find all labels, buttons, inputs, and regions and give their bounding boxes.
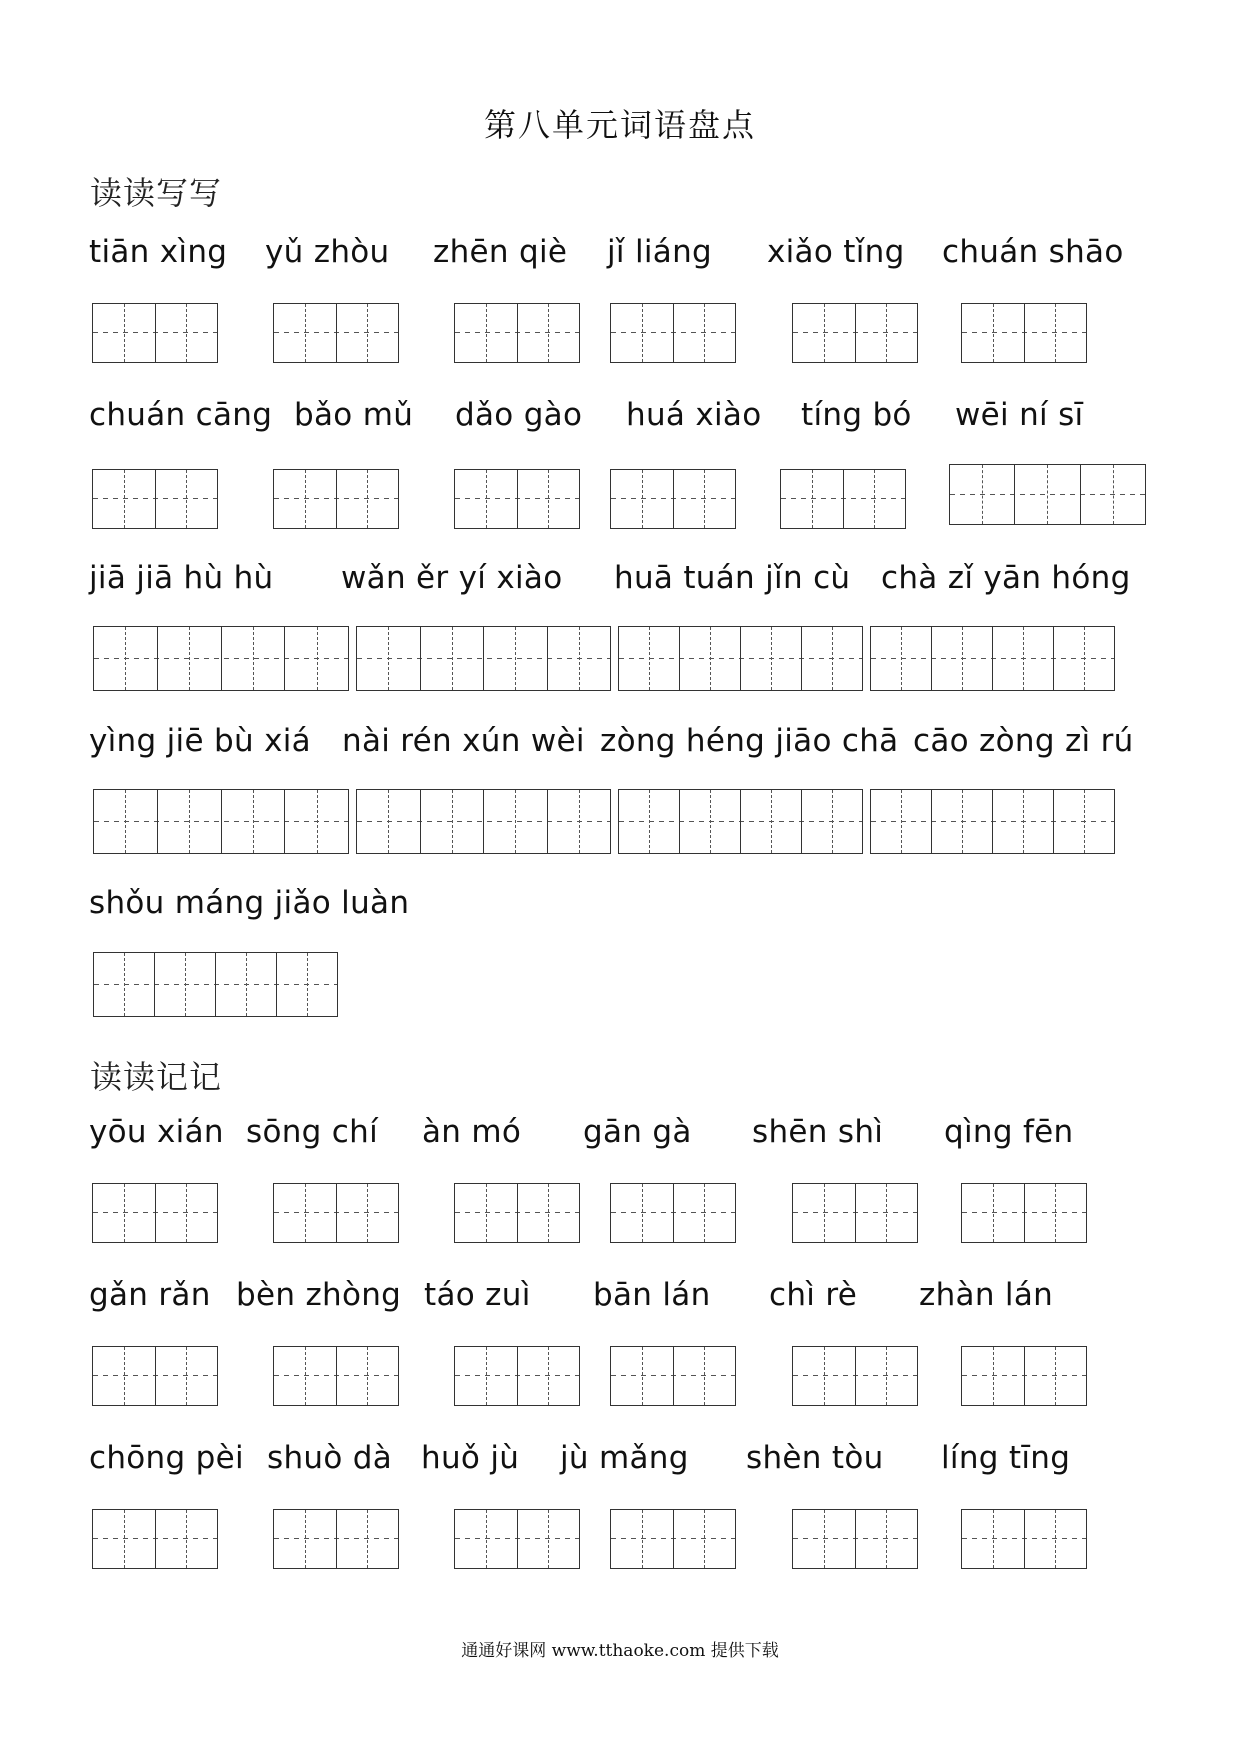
- pinyin-label: shēn shì: [752, 1114, 884, 1150]
- writing-cell[interactable]: [793, 1184, 855, 1242]
- writing-cell[interactable]: [336, 1510, 399, 1568]
- writing-cell[interactable]: [547, 790, 611, 853]
- writing-cell[interactable]: [357, 627, 420, 690]
- writing-cell[interactable]: [801, 627, 862, 690]
- writing-cell[interactable]: [962, 1347, 1024, 1405]
- writing-grid[interactable]: [792, 303, 918, 363]
- writing-cell[interactable]: [94, 790, 157, 853]
- pinyin-label: bèn zhòng: [236, 1277, 402, 1313]
- writing-cell[interactable]: [611, 1347, 673, 1405]
- writing-cell[interactable]: [336, 1184, 399, 1242]
- writing-cell[interactable]: [274, 470, 336, 528]
- writing-grid[interactable]: [610, 1509, 736, 1569]
- pinyin-label: yìng jiē bù xiá: [89, 723, 311, 759]
- writing-cell[interactable]: [157, 790, 221, 853]
- writing-cell[interactable]: [336, 470, 399, 528]
- writing-cell[interactable]: [793, 1510, 855, 1568]
- writing-grid[interactable]: [961, 1509, 1087, 1569]
- writing-grid[interactable]: [610, 1183, 736, 1243]
- writing-cell[interactable]: [455, 304, 517, 362]
- writing-cell[interactable]: [673, 1184, 736, 1242]
- writing-cell[interactable]: [950, 465, 1014, 524]
- writing-grid[interactable]: [92, 303, 218, 363]
- pinyin-label: huā tuán jǐn cù: [614, 560, 851, 596]
- writing-cell[interactable]: [931, 627, 992, 690]
- pinyin-label: sōng chí: [246, 1114, 379, 1150]
- writing-grid[interactable]: [618, 789, 863, 854]
- writing-cell[interactable]: [855, 304, 918, 362]
- writing-grid[interactable]: [792, 1346, 918, 1406]
- writing-grid[interactable]: [93, 789, 349, 854]
- writing-grid[interactable]: [454, 1183, 580, 1243]
- writing-cell[interactable]: [611, 1510, 673, 1568]
- pinyin-label: zòng héng jiāo chā: [600, 723, 899, 759]
- writing-grid[interactable]: [454, 1346, 580, 1406]
- section-title-read-write: 读读写写: [90, 174, 223, 212]
- writing-cell[interactable]: [871, 790, 931, 853]
- writing-cell[interactable]: [517, 1510, 580, 1568]
- writing-cell[interactable]: [781, 470, 843, 528]
- pinyin-label: shǒu máng jiǎo luàn: [89, 885, 410, 921]
- pinyin-label: huá xiào: [626, 397, 762, 433]
- writing-grid[interactable]: [870, 789, 1115, 854]
- writing-cell[interactable]: [1024, 1184, 1087, 1242]
- writing-cell[interactable]: [611, 304, 673, 362]
- writing-grid[interactable]: [273, 303, 399, 363]
- writing-cell[interactable]: [155, 304, 218, 362]
- writing-cell[interactable]: [1024, 1510, 1087, 1568]
- writing-cell[interactable]: [1053, 790, 1114, 853]
- writing-grid[interactable]: [961, 1346, 1087, 1406]
- writing-cell[interactable]: [455, 470, 517, 528]
- writing-cell[interactable]: [679, 627, 740, 690]
- pinyin-label: huǒ jù: [421, 1440, 520, 1476]
- writing-cell[interactable]: [274, 1184, 336, 1242]
- writing-cell[interactable]: [155, 1184, 218, 1242]
- writing-cell[interactable]: [793, 1347, 855, 1405]
- writing-cell[interactable]: [284, 790, 348, 853]
- pinyin-label: xiǎo tǐng: [767, 234, 905, 270]
- writing-cell[interactable]: [619, 627, 679, 690]
- writing-cell[interactable]: [274, 1510, 336, 1568]
- writing-cell[interactable]: [357, 790, 420, 853]
- writing-cell[interactable]: [931, 790, 992, 853]
- writing-grid[interactable]: [454, 1509, 580, 1569]
- writing-cell[interactable]: [1014, 465, 1079, 524]
- writing-cell[interactable]: [517, 304, 580, 362]
- writing-cell[interactable]: [94, 953, 154, 1016]
- writing-cell[interactable]: [855, 1510, 918, 1568]
- writing-grid[interactable]: [454, 469, 580, 529]
- writing-grid[interactable]: [92, 1183, 218, 1243]
- pinyin-label: líng tīng: [941, 1440, 1071, 1476]
- writing-grid[interactable]: [93, 952, 338, 1017]
- writing-cell[interactable]: [483, 790, 547, 853]
- writing-cell[interactable]: [673, 1510, 736, 1568]
- writing-cell[interactable]: [455, 1184, 517, 1242]
- pinyin-label: bān lán: [593, 1277, 711, 1313]
- page-title: 第八单元词语盘点: [483, 106, 756, 144]
- pinyin-label: chà zǐ yān hóng: [881, 560, 1131, 596]
- writing-cell[interactable]: [420, 790, 484, 853]
- writing-grid[interactable]: [792, 1183, 918, 1243]
- writing-cell[interactable]: [801, 790, 862, 853]
- writing-cell[interactable]: [215, 953, 276, 1016]
- writing-grid[interactable]: [273, 469, 399, 529]
- writing-grid[interactable]: [273, 1183, 399, 1243]
- writing-grid[interactable]: [273, 1346, 399, 1406]
- writing-cell[interactable]: [274, 304, 336, 362]
- writing-grid[interactable]: [92, 469, 218, 529]
- writing-grid[interactable]: [618, 626, 863, 691]
- writing-cell[interactable]: [855, 1347, 918, 1405]
- pinyin-label: zhēn qiè: [433, 234, 568, 270]
- writing-grid[interactable]: [792, 1509, 918, 1569]
- writing-cell[interactable]: [1080, 465, 1145, 524]
- writing-grid[interactable]: [273, 1509, 399, 1569]
- writing-grid[interactable]: [610, 303, 736, 363]
- writing-grid[interactable]: [356, 789, 611, 854]
- writing-cell[interactable]: [611, 470, 673, 528]
- writing-cell[interactable]: [962, 1510, 1024, 1568]
- writing-grid[interactable]: [454, 303, 580, 363]
- writing-grid[interactable]: [610, 1346, 736, 1406]
- pinyin-label: tiān xìng: [89, 234, 228, 270]
- writing-cell[interactable]: [93, 304, 155, 362]
- pinyin-label: qìng fēn: [944, 1114, 1074, 1150]
- writing-cell[interactable]: [93, 1347, 155, 1405]
- writing-grid[interactable]: [961, 1183, 1087, 1243]
- writing-cell[interactable]: [673, 470, 736, 528]
- writing-cell[interactable]: [1053, 627, 1114, 690]
- writing-cell[interactable]: [93, 1510, 155, 1568]
- writing-cell[interactable]: [962, 1184, 1024, 1242]
- writing-cell[interactable]: [1024, 304, 1087, 362]
- writing-grid[interactable]: [961, 303, 1087, 363]
- pinyin-label: dǎo gào: [455, 397, 583, 433]
- writing-cell[interactable]: [455, 1347, 517, 1405]
- footer: 通通好课网 www.tthaoke.com 提供下载: [461, 1641, 779, 1661]
- pinyin-label: cāo zòng zì rú: [913, 723, 1134, 759]
- pinyin-label: gān gà: [583, 1114, 692, 1150]
- pinyin-label: chōng pèi: [89, 1440, 244, 1476]
- writing-cell[interactable]: [94, 627, 157, 690]
- writing-cell[interactable]: [517, 1184, 580, 1242]
- pinyin-label: shèn tòu: [746, 1440, 884, 1476]
- writing-cell[interactable]: [154, 953, 215, 1016]
- pinyin-label: chuán cāng: [89, 397, 273, 433]
- section-title-read-remember: 读读记记: [90, 1058, 223, 1096]
- pinyin-label: jiā jiā hù hù: [89, 560, 274, 596]
- writing-grid[interactable]: [780, 469, 906, 529]
- pinyin-label: àn mó: [422, 1114, 522, 1150]
- writing-cell[interactable]: [336, 1347, 399, 1405]
- writing-cell[interactable]: [855, 1184, 918, 1242]
- pinyin-label: bǎo mǔ: [294, 397, 414, 433]
- pinyin-label: jǐ liáng: [607, 234, 713, 270]
- writing-cell[interactable]: [793, 304, 855, 362]
- writing-cell[interactable]: [420, 627, 484, 690]
- pinyin-label: chuán shāo: [942, 234, 1124, 270]
- writing-cell[interactable]: [547, 627, 611, 690]
- writing-cell[interactable]: [93, 1184, 155, 1242]
- writing-cell[interactable]: [284, 627, 348, 690]
- writing-cell[interactable]: [483, 627, 547, 690]
- writing-cell[interactable]: [221, 790, 285, 853]
- writing-cell[interactable]: [155, 1347, 218, 1405]
- writing-cell[interactable]: [155, 1510, 218, 1568]
- writing-grid[interactable]: [92, 1509, 218, 1569]
- writing-cell[interactable]: [619, 790, 679, 853]
- writing-grid[interactable]: [92, 1346, 218, 1406]
- writing-cell[interactable]: [157, 627, 221, 690]
- writing-grid[interactable]: [610, 469, 736, 529]
- pinyin-label: tíng bó: [801, 397, 912, 433]
- writing-grid[interactable]: [356, 626, 611, 691]
- pinyin-label: zhàn lán: [919, 1277, 1054, 1313]
- writing-cell[interactable]: [843, 470, 906, 528]
- writing-cell[interactable]: [992, 627, 1053, 690]
- pinyin-label: yōu xián: [89, 1114, 224, 1150]
- writing-cell[interactable]: [611, 1184, 673, 1242]
- writing-cell[interactable]: [455, 1510, 517, 1568]
- pinyin-label: wǎn ěr yí xiào: [341, 560, 563, 596]
- pinyin-label: chì rè: [769, 1277, 858, 1313]
- writing-grid[interactable]: [949, 464, 1146, 525]
- pinyin-label: gǎn rǎn: [89, 1277, 211, 1313]
- writing-cell[interactable]: [276, 953, 337, 1016]
- writing-cell[interactable]: [673, 1347, 736, 1405]
- writing-grid[interactable]: [93, 626, 349, 691]
- pinyin-label: jù mǎng: [560, 1440, 689, 1476]
- writing-cell[interactable]: [1024, 1347, 1087, 1405]
- writing-cell[interactable]: [992, 790, 1053, 853]
- writing-cell[interactable]: [517, 1347, 580, 1405]
- pinyin-label: táo zuì: [424, 1277, 531, 1313]
- pinyin-label: yǔ zhòu: [265, 234, 390, 270]
- pinyin-label: nài rén xún wèi: [342, 723, 585, 759]
- writing-cell[interactable]: [155, 470, 218, 528]
- writing-cell[interactable]: [740, 790, 801, 853]
- pinyin-label: shuò dà: [267, 1440, 393, 1476]
- writing-cell[interactable]: [93, 470, 155, 528]
- writing-cell[interactable]: [679, 790, 740, 853]
- pinyin-label: wēi ní sī: [955, 397, 1084, 433]
- writing-cell[interactable]: [517, 470, 580, 528]
- writing-cell[interactable]: [871, 627, 931, 690]
- writing-cell[interactable]: [740, 627, 801, 690]
- writing-cell[interactable]: [673, 304, 736, 362]
- writing-cell[interactable]: [221, 627, 285, 690]
- writing-cell[interactable]: [336, 304, 399, 362]
- writing-cell[interactable]: [274, 1347, 336, 1405]
- writing-cell[interactable]: [962, 304, 1024, 362]
- writing-grid[interactable]: [870, 626, 1115, 691]
